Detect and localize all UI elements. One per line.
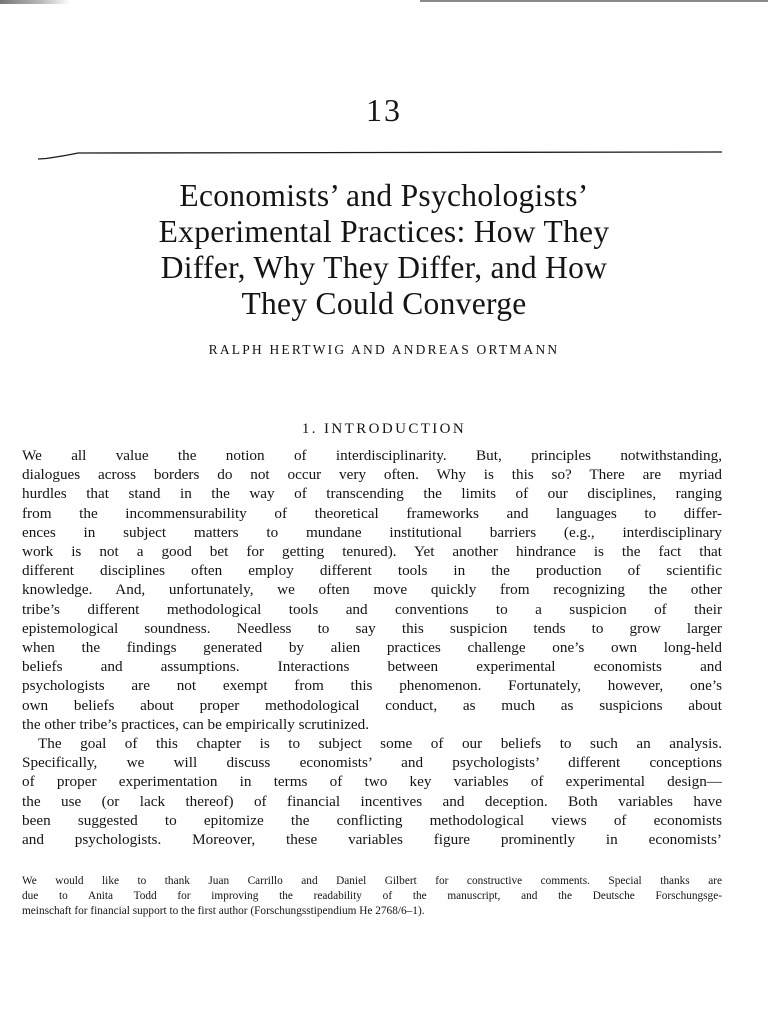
- body-line: the other tribe’s practices, can be empirically scrutinized.: [22, 715, 370, 733]
- body-line: The goal of this chapter is to subject some of our beliefs to such an analysis.: [38, 735, 722, 753]
- body-line: knowledge. And, unfortunately, we often move quickly from recognizing the other: [22, 581, 722, 599]
- chapter-number: 13: [366, 92, 402, 128]
- body-line: hurdles that stand in the way of transcending the limits of our disciplines, ranging: [22, 485, 722, 503]
- body-line: dialogues across borders do not occur very often. Why is this so? There are myriad: [22, 466, 722, 484]
- body-line: the use (or lack thereof) of financial incentives and deception. Both variables have: [22, 792, 722, 810]
- footnote-line: meinschaft for financial support to the first author (Forschungsstipendium He 2768/6–1).: [22, 905, 425, 917]
- body-line: from the incommensurability of theoretical frameworks and languages to differ-: [22, 504, 722, 522]
- scan-edge-line: [420, 0, 768, 2]
- chapter-rule: [38, 150, 722, 162]
- body-line: own beliefs about proper methodological conduct, as much as suspicions about: [22, 696, 722, 714]
- chapter-title-line: Differ, Why They Differ, and How: [160, 250, 608, 285]
- chapter-title: [60, 178, 708, 322]
- body-line: psychologists are not exempt from this phenomenon. Fortunately, however, one’s: [22, 677, 722, 695]
- body-line: epistemological soundness. Needless to say this suspicion tends to grow larger: [22, 619, 722, 637]
- footnote-line: We would like to thank Juan Carrillo and Daniel Gilbert for constructive comments. Special thanks are: [22, 875, 722, 887]
- body-text: [22, 446, 722, 849]
- body-line: We all value the notion of interdisciplinarity. But, principles notwithstanding,: [22, 447, 722, 464]
- chapter-authors: RALPH HERTWIG AND ANDREAS ORTMANN: [208, 342, 560, 357]
- body-line: ences in subject matters to mundane institutional barriers (e.g., interdisciplinary: [22, 523, 722, 541]
- body-line: Specifically, we will discuss economists’ and psychologists’ different conceptions: [22, 754, 722, 772]
- body-line: beliefs and assumptions. Interactions between experimental economists and: [22, 658, 722, 676]
- body-line: been suggested to epitomize the conflicting methodological views of economists: [22, 811, 722, 829]
- body-line: work is not a good bet for getting tenured). Yet another hindrance is the fact that: [22, 543, 722, 561]
- chapter-title-line: Experimental Practices: How They: [158, 214, 610, 249]
- body-line: different disciplines often employ different tools in the production of scientific: [22, 562, 722, 580]
- footnote: [22, 874, 722, 919]
- body-line: when the findings generated by alien practices challenge one’s own long-held: [22, 639, 722, 657]
- body-line: tribe’s different methodological tools and conventions to a suspicion of their: [22, 600, 722, 618]
- body-line: and psychologists. Moreover, these variables figure prominently in economists’: [22, 831, 722, 849]
- body-line: of proper experimentation in terms of two key variables of experimental design—: [22, 773, 722, 791]
- scan-artifact: [0, 0, 70, 4]
- footnote-line: due to Anita Todd for improving the readability of the manuscript, and the Deutsche Forschungsge-: [22, 890, 722, 902]
- section-heading: 1. INTRODUCTION: [301, 421, 467, 437]
- chapter-title-line: They Could Converge: [241, 286, 527, 321]
- chapter-title-line: Economists’ and Psychologists’: [179, 178, 589, 213]
